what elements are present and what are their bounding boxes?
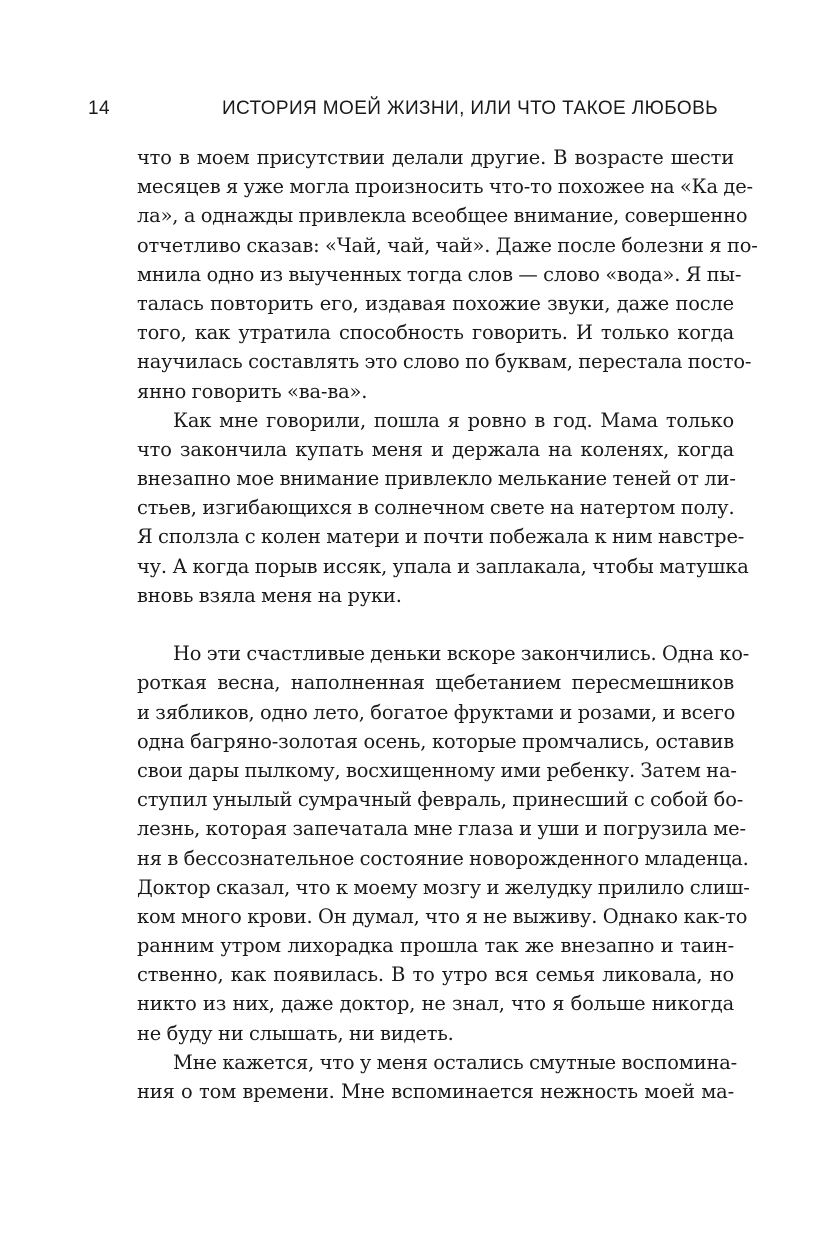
text-line: не буду ни слышать, ни видеть.	[137, 1021, 454, 1045]
text-line: Я сползла с колен матери и почти побежала к ним навстре-	[137, 525, 745, 549]
text-line: ственно, как появилась. В то утро вся семья ликовала, но	[137, 963, 734, 987]
text-line: что в моем присутствии делали другие. В возрасте шести	[137, 146, 734, 169]
text-line: ния о том времени. Мне вспоминается нежность моей ма-	[137, 1080, 734, 1103]
text-line: свои дары пылкому, восхищенному ими ребенку. Затем на-	[137, 758, 737, 782]
paragraph	[137, 406, 749, 610]
text-line: что закончила купать меня и держала на коленях, когда	[137, 437, 734, 461]
text-line: вновь взяла меня на руки.	[137, 583, 402, 607]
text-line: никто из них, даже доктор, не знал, что я больше никогда	[137, 992, 734, 1016]
text-line: чу. А когда порыв иссяк, упала и заплакала, чтобы матушка	[137, 554, 749, 578]
text-line: Как мне говорили, пошла я ровно в год. Мама только	[173, 408, 734, 432]
text-line: Но эти счастливые деньки вскоре закончились. Одна ко-	[173, 642, 750, 666]
text-line: лезнь, которая запечатала мне глаза и уши и погрузила ме-	[137, 817, 746, 841]
text-line: месяцев я уже могла произносить что-то похожее на «Ка де-	[137, 175, 753, 199]
text-line: Мне кажется, что у меня остались смутные воспомина-	[173, 1050, 738, 1074]
text-line: ла», а однажды привлекла всеобщее внимание, совершенно	[137, 204, 748, 228]
text-line: ступил унылый сумрачный февраль, принесший с собой бо-	[137, 788, 744, 812]
text-line: Доктор сказал, что к моему мозгу и желудку прилило слиш-	[137, 875, 750, 899]
text-line: и зябликов, одно лето, богатое фруктами и розами, и всего	[137, 700, 736, 724]
paragraph	[137, 639, 750, 1048]
paragraph	[137, 1048, 738, 1106]
text-line: стьев, изгибающихся в солнечном свете на натертом полу.	[137, 496, 735, 520]
page-number: 14	[88, 98, 110, 119]
text-line: отчетливо сказав: «Чай, чай, чай». Даже после болезни я по-	[137, 233, 758, 257]
running-header	[0, 98, 827, 122]
paragraph-gap	[137, 610, 734, 639]
text-line: научилась составлять это слово по буквам, перестала посто-	[137, 350, 752, 374]
text-line: ком много крови. Он думал, что я не выживу. Однако как-то	[137, 904, 748, 928]
text-line: талась повторить его, издавая похожие звуки, даже после	[137, 291, 734, 315]
text-line: внезапно мое внимание привлекло мелькание теней от ли-	[137, 467, 736, 491]
text-line: мнила одно из выученных тогда слов — слово «вода». Я пы-	[137, 262, 742, 286]
running-title: ИСТОРИЯ МОЕЙ ЖИЗНИ, ИЛИ ЧТО ТАКОЕ ЛЮБОВЬ	[222, 98, 719, 119]
paragraph	[137, 143, 758, 406]
text-line: ня в бессознательное состояние новорожденного младенца.	[137, 846, 749, 870]
text-line: одна багряно-золотая осень, которые промчались, оставив	[137, 729, 734, 753]
text-line: ранним утром лихорадка прошла так же внезапно и таин-	[137, 934, 734, 958]
text-line: того, как утратила способность говорить. И только когда	[137, 321, 734, 345]
text-line: янно говорить «ва-ва».	[137, 379, 368, 403]
body-text	[137, 143, 758, 1106]
text-line: роткая весна, наполненная щебетанием пересмешников	[137, 671, 734, 695]
